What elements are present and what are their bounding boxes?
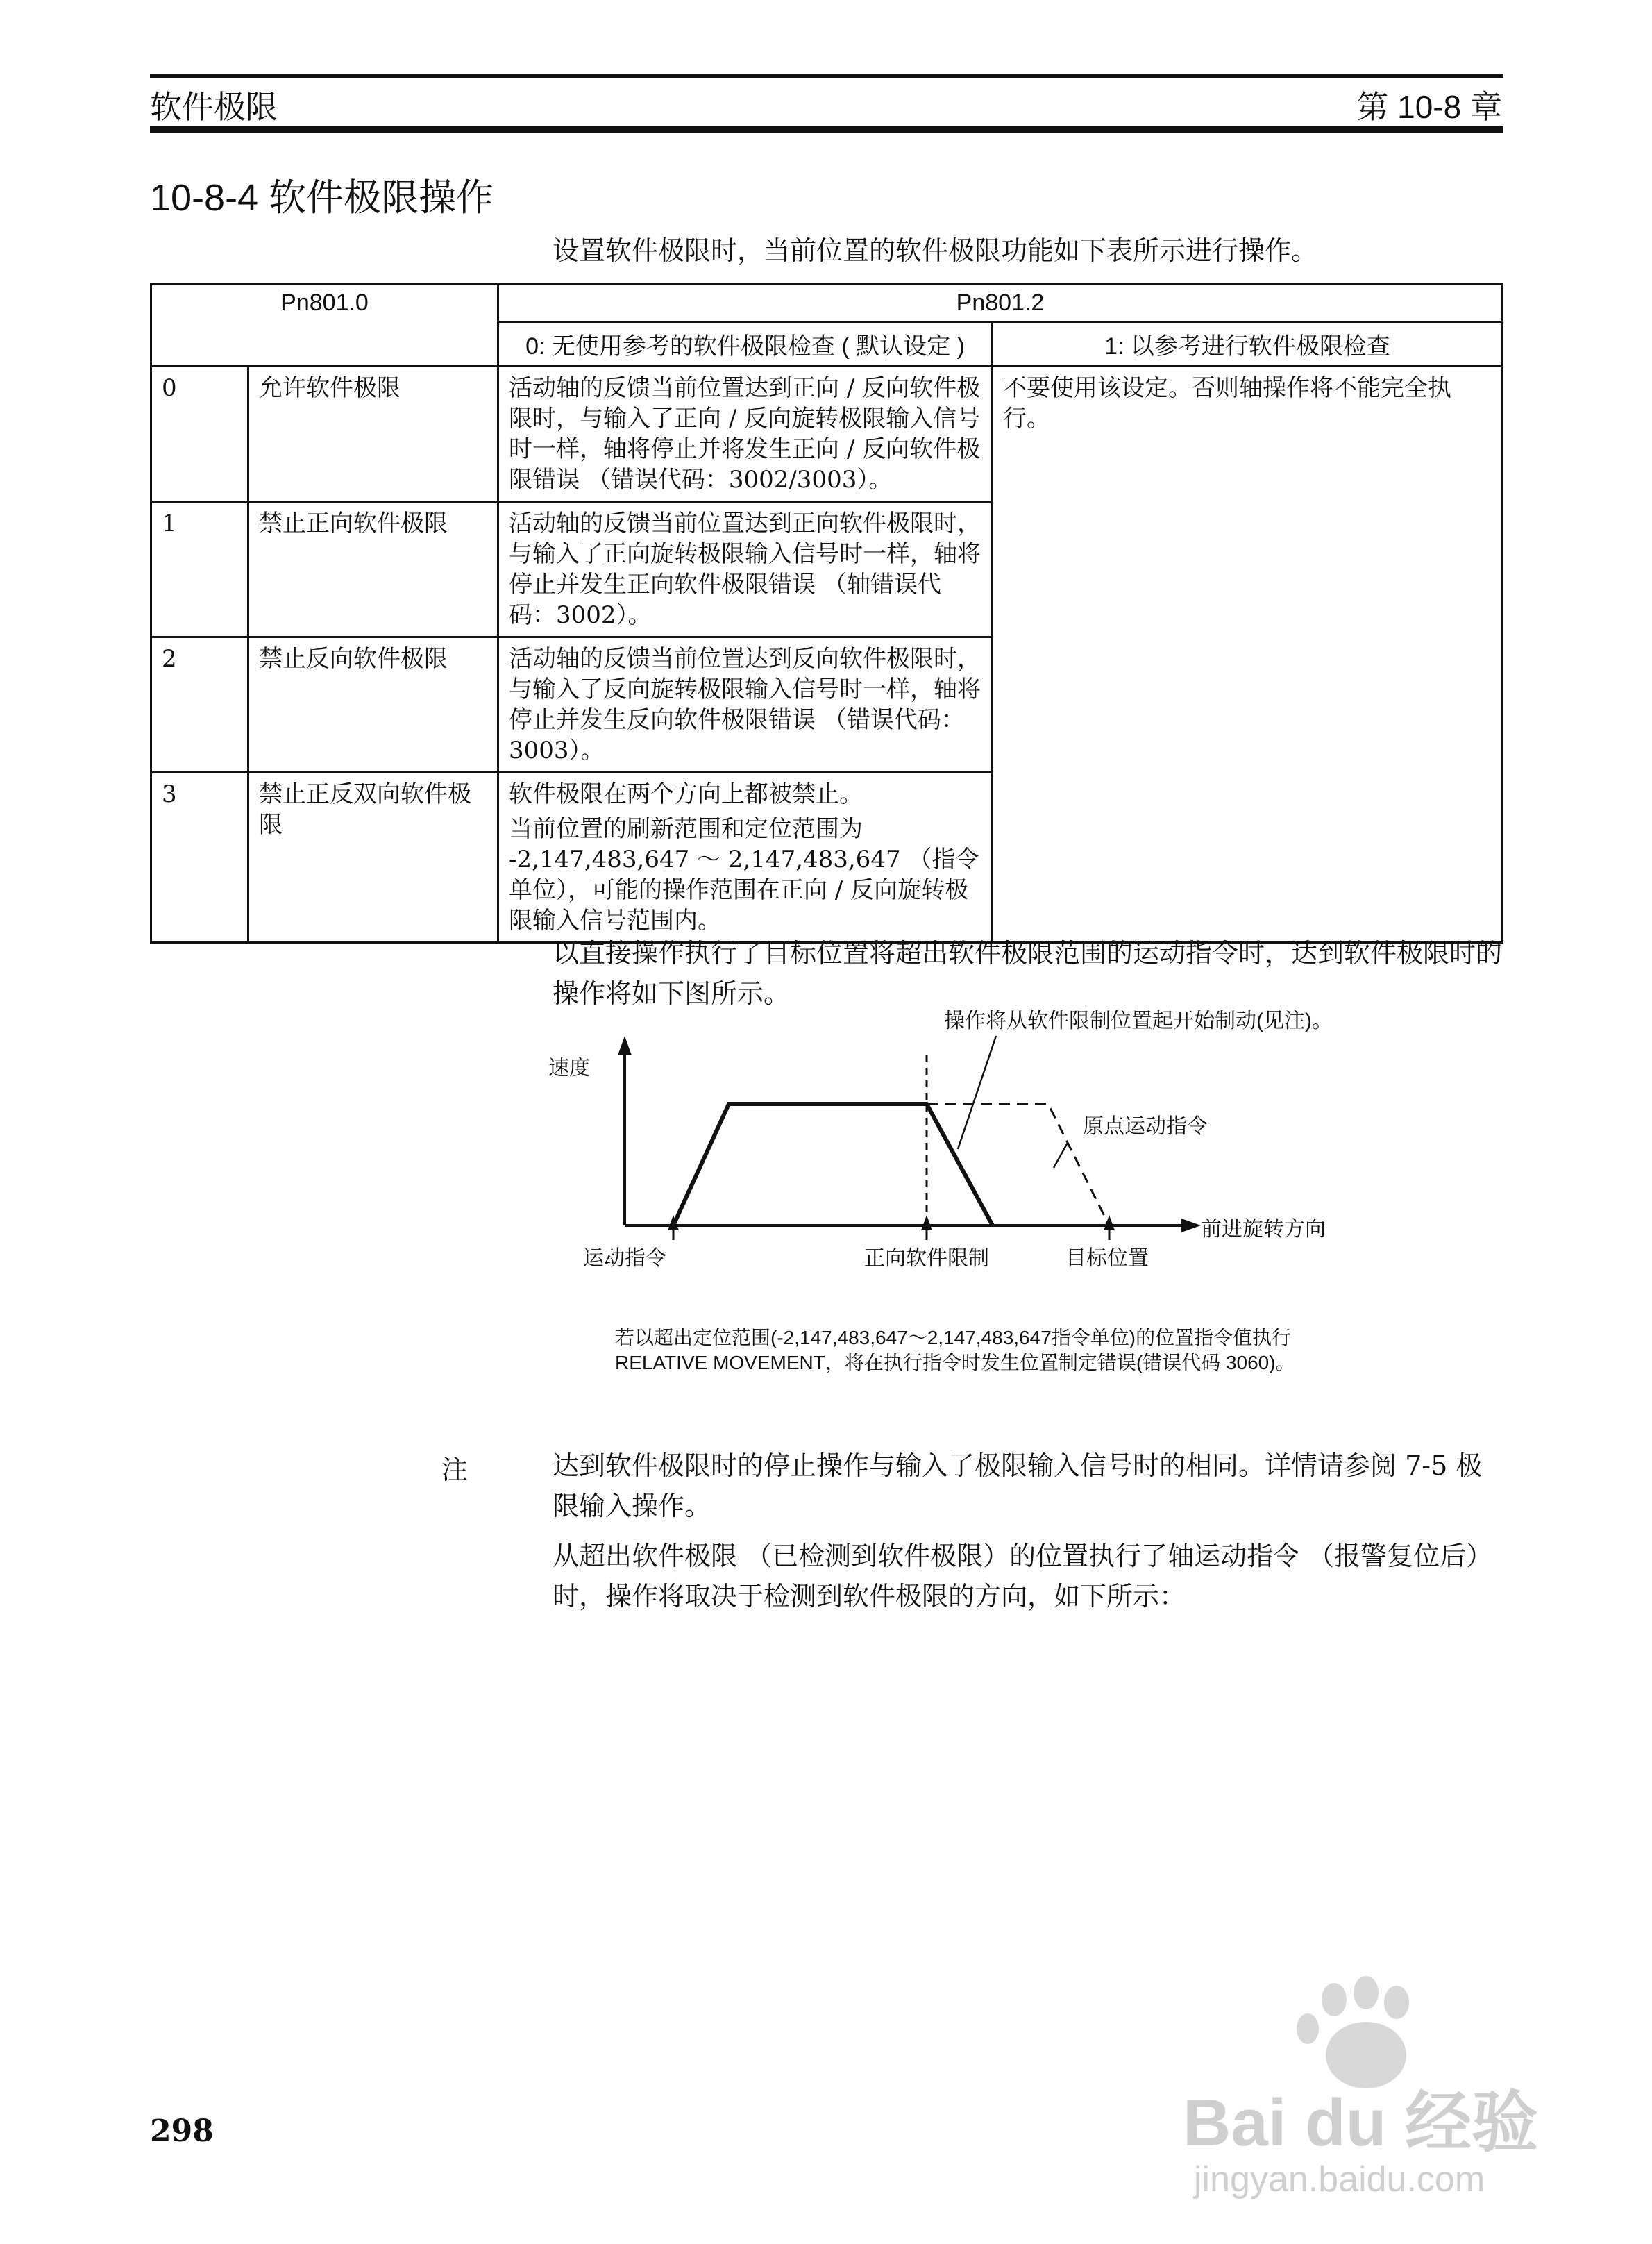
note-text: 达到软件极限时的停止操作与输入了极限输入信号时的相同。详情请参阅 7-5 极限输入操作。 bbox=[553, 1450, 1483, 1521]
note-label: 注 bbox=[441, 1456, 469, 1485]
diagram-leader-braking bbox=[958, 1036, 996, 1149]
row-name: 允许软件极限 bbox=[248, 367, 498, 502]
reference-note: 不要使用该设定。否则轴操作将不能完全执行。 bbox=[993, 367, 1503, 943]
row-description: 活动轴的反馈当前位置达到正向软件极限时，与输入了正向旋转极限输入信号时一样，轴将停止并发生正向软件极限错误 （轴错误代码：3002）。 bbox=[498, 502, 993, 637]
row-name: 禁止反向软件极限 bbox=[248, 637, 498, 773]
chapter-header-title: 软件极限 bbox=[150, 89, 278, 125]
soft-limit-speed-diagram bbox=[514, 1007, 1416, 1396]
diagram-caption-line-2: RELATIVE MOVEMENT，将在执行指令时发生位置制定错误(错误代码 3060)。 bbox=[615, 1352, 1295, 1373]
diagram-x-axis-label: 前进旋转方向 bbox=[1201, 1218, 1326, 1241]
diagram-y-axis-arrow bbox=[618, 1036, 632, 1055]
diagram-x-axis-arrow bbox=[1181, 1219, 1201, 1232]
watermark-url-text: jingyan.baidu.com bbox=[1194, 2159, 1485, 2200]
table-row bbox=[151, 367, 1503, 502]
section-title: 10-8-4 软件极限操作 bbox=[150, 177, 494, 219]
row-name: 禁止正向软件极限 bbox=[248, 502, 498, 637]
row-value: 0 bbox=[151, 367, 248, 502]
row-value: 2 bbox=[151, 637, 248, 773]
intro-paragraph: 设置软件极限时，当前位置的软件极限功能如下表所示进行操作。 bbox=[553, 235, 1318, 266]
row-description: 活动轴的反馈当前位置达到反向软件极限时，与输入了反向旋转极限输入信号时一样，轴将停止并发生反向软件极限错误 （错误代码：3003）。 bbox=[498, 637, 993, 773]
row-description: 活动轴的反馈当前位置达到正向 / 反向软件极限时，与输入了正向 / 反向旋转极限输入信号时一样，轴将停止并将发生正向 / 反向软件极限错误 （错误代码：3002/3003）。 bbox=[498, 367, 993, 502]
after-table-paragraph: 以直接操作执行了目标位置将超出软件极限范围的运动指令时，达到软件极限时的操作将如下图所示。 bbox=[553, 938, 1503, 1009]
diagram-actual-speed-profile bbox=[673, 1104, 993, 1225]
watermark-brand-text: Bai du 经验 bbox=[1183, 2086, 1539, 2160]
chapter-header-number: 第 10-8 章 bbox=[1356, 89, 1502, 125]
diagram-marker-motion-command: 运动指令 bbox=[583, 1247, 666, 1270]
table-header-row bbox=[151, 285, 1503, 322]
row-description-line: 软件极限在两个方向上都被禁止。 bbox=[509, 780, 863, 808]
row-description-line: 当前位置的刷新范围和定位范围为 -2,147,483,647 ～ 2,147,483,647 （指令单位），可能的操作范围在正向 / 反向旋转极限输入信号范围内。 bbox=[509, 815, 979, 935]
diagram-y-axis-label: 速度 bbox=[548, 1057, 590, 1080]
header-rule-bottom bbox=[150, 126, 1503, 133]
row-value: 3 bbox=[151, 773, 248, 943]
note-followup-text: 从超出软件极限 （已检测到软件极限）的位置执行了轴运动指令 （报警复位后）时，操作将取决于检测到软件极限的方向，如下所示： bbox=[553, 1541, 1493, 1611]
diagram-marker-target-position: 目标位置 bbox=[1065, 1247, 1149, 1270]
page-number: 298 bbox=[150, 2113, 214, 2149]
paw-logo-icon bbox=[1180, 1972, 1569, 2201]
diagram-marker-soft-limit: 正向软件限制 bbox=[864, 1247, 989, 1270]
diagram-leader-origin-command bbox=[1054, 1143, 1068, 1168]
header-rule-top bbox=[150, 74, 1503, 78]
baidu-jingyan-watermark bbox=[1180, 1972, 1569, 2204]
diagram-top-note: 操作将从软件限制位置起开始制动(见注)。 bbox=[944, 1010, 1333, 1032]
header-with-reference: 1: 以参考进行软件极限检查 bbox=[993, 322, 1503, 367]
row-description bbox=[498, 773, 993, 943]
diagram-original-command-profile bbox=[927, 1104, 1109, 1225]
header-pn801-2: Pn801.2 bbox=[498, 285, 1503, 322]
row-name: 禁止正反双向软件极限 bbox=[248, 773, 498, 943]
soft-limit-table bbox=[150, 283, 1503, 944]
header-no-reference: 0: 无使用参考的软件极限检查 ( 默认设定 ) bbox=[498, 322, 993, 367]
diagram-origin-command-label: 原点运动指令 bbox=[1083, 1115, 1208, 1138]
row-value: 1 bbox=[151, 502, 248, 637]
header-pn801-0: Pn801.0 bbox=[151, 285, 498, 367]
diagram-caption-line-1: 若以超出定位范围(-2,147,483,647～2,147,483,647指令单位)的位置指令值执行 bbox=[615, 1327, 1292, 1348]
